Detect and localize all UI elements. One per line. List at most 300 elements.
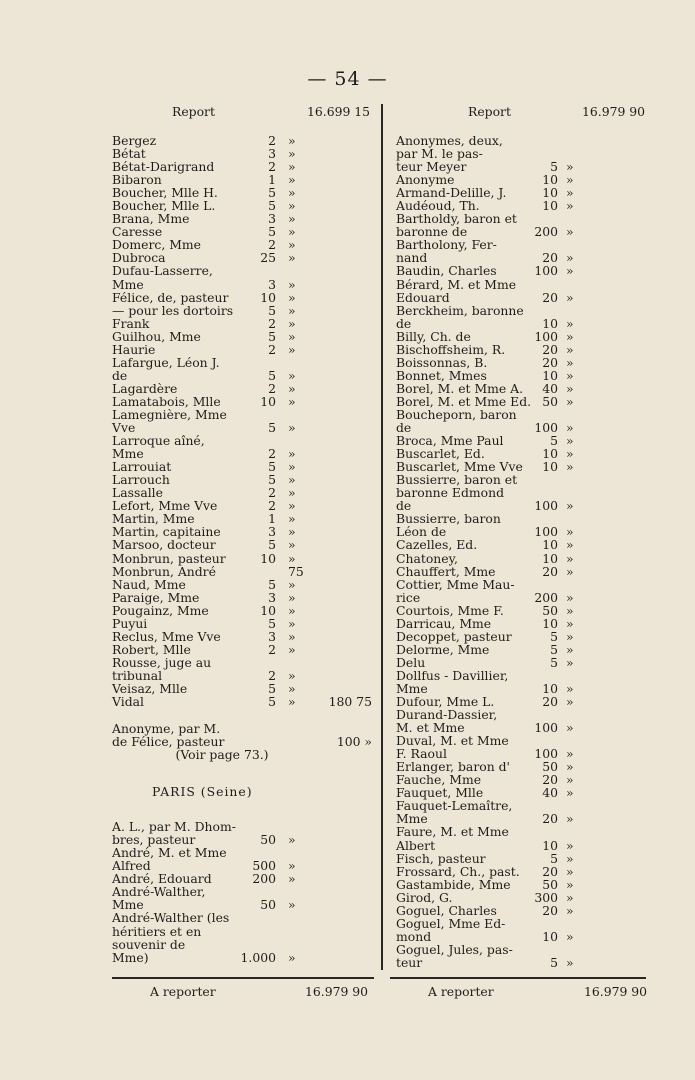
- donor-name: Goguel, Charles: [396, 902, 497, 918]
- list-item: [112, 925, 372, 938]
- donor-name: Lamatabois, Mlle: [112, 393, 221, 409]
- amount-cents: »: [288, 498, 296, 514]
- subtotal: 180 75: [328, 694, 372, 710]
- amount-units: 20: [542, 341, 558, 357]
- left-report-header: [112, 104, 372, 126]
- amount-cents: »: [566, 563, 574, 579]
- amount-cents: »: [566, 615, 574, 631]
- donor-name: Boucher, Mlle H.: [112, 185, 218, 201]
- amount-cents: »: [288, 694, 296, 710]
- list-item: [112, 656, 372, 669]
- donor-name: baronne de: [396, 224, 468, 240]
- donor-name: Guilhou, Mme: [112, 328, 201, 344]
- donor-name: Buscarlet, Ed.: [396, 446, 485, 462]
- donor-name: Rousse, juge au: [112, 654, 212, 670]
- donor-name: Bétat-Darigrand: [112, 159, 215, 175]
- amount-cents: »: [288, 628, 296, 644]
- list-item: [396, 904, 648, 917]
- donor-name: Lamegnière, Mme: [112, 406, 227, 422]
- amount-cents: »: [288, 485, 296, 501]
- amount-units: 5: [268, 367, 276, 383]
- donor-name: Bérard, M. et Mme: [396, 276, 517, 292]
- left-footer-rule: [112, 977, 374, 979]
- amount-units: 20: [542, 289, 558, 305]
- amount-units: 10: [542, 459, 558, 475]
- donor-name: mond: [396, 928, 432, 944]
- amount-units: 3: [268, 524, 276, 540]
- amount-cents: »: [566, 341, 574, 357]
- amount-cents: »: [566, 589, 574, 605]
- donor-name: Brana, Mme: [112, 211, 190, 227]
- amount-units: 50: [260, 897, 276, 913]
- subtotal: 100 »: [336, 734, 372, 750]
- amount-units: 5: [268, 576, 276, 592]
- amount-units: 2: [268, 485, 276, 501]
- donor-name: Anonyme, par M.: [112, 721, 221, 737]
- donor-name: Bussierre, baron et: [396, 472, 518, 488]
- donor-name: Berckheim, baronne: [396, 302, 524, 318]
- amount-units: 5: [550, 159, 558, 175]
- amount-cents: »: [566, 198, 574, 214]
- list-item: [396, 538, 648, 551]
- amount-cents: »: [566, 694, 574, 710]
- donor-name: Mme: [396, 680, 428, 696]
- donor-name: Dubroca: [112, 250, 166, 266]
- amount-cents: »: [288, 198, 296, 214]
- amount-units: 20: [542, 694, 558, 710]
- amount-units: 5: [550, 954, 558, 970]
- amount-cents: »: [566, 602, 574, 618]
- right-footer-amount: 16.979 90: [584, 984, 648, 999]
- list-item: [396, 238, 648, 251]
- list-item: [112, 317, 372, 330]
- amount-cents: »: [288, 615, 296, 631]
- donor-name: héritiers et en: [112, 923, 202, 939]
- donor-name: Erlanger, baron d': [396, 759, 510, 775]
- list-item: [396, 382, 648, 395]
- list-item: [396, 825, 648, 838]
- page-reference-note: (Voir page 73.): [175, 747, 269, 763]
- right-report-header: [396, 104, 648, 126]
- amount-cents: »: [566, 433, 574, 449]
- donor-name: Fauquet-Lemaître,: [396, 798, 513, 814]
- city-heading: PARIS (Seine): [152, 784, 253, 800]
- amount-units: 5: [268, 420, 276, 436]
- amount-units: 50: [260, 832, 276, 848]
- list-item: [112, 846, 372, 859]
- amount-units: 200: [534, 589, 558, 605]
- donor-name: Bétat: [112, 146, 146, 162]
- amount-units: 5: [268, 694, 276, 710]
- amount-cents: »: [566, 928, 574, 944]
- amount-cents: »: [288, 276, 296, 292]
- donor-name: Dufour, Mme L.: [396, 694, 495, 710]
- amount-cents: »: [288, 393, 296, 409]
- amount-cents: »: [566, 393, 574, 409]
- left-report-label: Report: [172, 104, 215, 119]
- donor-name: Mme: [112, 276, 144, 292]
- amount-units: 2: [268, 237, 276, 253]
- donor-name: Bonnet, Mmes: [396, 367, 487, 383]
- amount-cents: »: [288, 224, 296, 240]
- amount-cents: »: [566, 641, 574, 657]
- amount-units: 2: [268, 641, 276, 657]
- amount-units: 20: [542, 811, 558, 827]
- list-item: [112, 630, 372, 643]
- donor-name: Boucheporn, baron: [396, 406, 517, 422]
- amount-units: 20: [542, 902, 558, 918]
- amount-units: 5: [268, 472, 276, 488]
- donor-name: Lagardère: [112, 380, 178, 396]
- amount-units: 1.000: [240, 949, 276, 965]
- amount-cents: »: [288, 367, 296, 383]
- amount-units: 10: [260, 550, 276, 566]
- donor-name: André, Edouard: [112, 871, 212, 887]
- donor-name: teur: [396, 954, 423, 970]
- list-item: [396, 617, 648, 630]
- amount-units: 25: [260, 250, 276, 266]
- amount-units: 40: [542, 785, 558, 801]
- amount-units: 3: [268, 211, 276, 227]
- amount-units: 5: [268, 459, 276, 475]
- amount-units: 5: [550, 850, 558, 866]
- amount-cents: 75: [288, 563, 304, 579]
- amount-cents: »: [566, 498, 574, 514]
- donor-name: tribunal: [112, 667, 163, 683]
- donor-name: F. Raoul: [396, 746, 447, 762]
- list-item: [396, 356, 648, 369]
- amount-units: 5: [268, 615, 276, 631]
- donor-name: A. L., par M. Dhom-: [112, 819, 236, 835]
- donor-name: Monbrun, André: [112, 563, 216, 579]
- list-item: [112, 330, 372, 343]
- list-item: [396, 343, 648, 356]
- donor-name: André, M. et Mme: [112, 845, 227, 861]
- donor-name: Fauche, Mme: [396, 772, 482, 788]
- amount-units: 10: [542, 367, 558, 383]
- list-item: [396, 878, 648, 891]
- donor-name: Durand-Dassier,: [396, 707, 498, 723]
- donor-name: Dollfus - Davillier,: [396, 667, 509, 683]
- amount-cents: »: [566, 785, 574, 801]
- donor-name: Baudin, Charles: [396, 263, 497, 279]
- amount-cents: »: [288, 537, 296, 553]
- list-item: [112, 434, 372, 447]
- amount-units: 50: [542, 602, 558, 618]
- list-item: [112, 604, 372, 617]
- amount-units: 5: [550, 628, 558, 644]
- list-item: [396, 278, 648, 291]
- donor-name: Veisaz, Mlle: [112, 680, 188, 696]
- list-item: [112, 735, 372, 748]
- list-item: [396, 956, 648, 969]
- amount-cents: »: [566, 354, 574, 370]
- amount-units: 20: [542, 772, 558, 788]
- list-item: [112, 565, 372, 578]
- amount-cents: »: [566, 159, 574, 175]
- amount-units: 200: [252, 871, 276, 887]
- list-item: [396, 656, 648, 669]
- list-item: [396, 486, 648, 499]
- amount-units: 3: [268, 146, 276, 162]
- left-footer-amount: 16.979 90: [305, 984, 369, 999]
- page-number: — 54 —: [307, 68, 388, 90]
- donor-name: Caresse: [112, 224, 163, 240]
- amount-cents: »: [288, 185, 296, 201]
- donor-name: Anonymes, deux,: [396, 133, 503, 148]
- list-item: [112, 643, 372, 656]
- amount-cents: »: [566, 954, 574, 970]
- list-item: [112, 911, 372, 924]
- donor-name: Buscarlet, Mme Vve: [396, 459, 523, 475]
- amount-cents: »: [288, 172, 296, 188]
- amount-units: 10: [542, 550, 558, 566]
- amount-cents: »: [288, 472, 296, 488]
- left-donor-list: [112, 134, 372, 708]
- donor-name: Robert, Mlle: [112, 641, 191, 657]
- donor-name: Bischoffsheim, R.: [396, 341, 506, 357]
- donor-name: Vidal: [112, 694, 144, 710]
- amount-units: 300: [534, 889, 558, 905]
- amount-units: 5: [550, 654, 558, 670]
- amount-cents: »: [566, 172, 574, 188]
- donor-name: Naud, Mme: [112, 576, 186, 592]
- amount-units: 5: [268, 224, 276, 240]
- donor-name: de: [396, 315, 412, 331]
- amount-cents: »: [288, 871, 296, 887]
- amount-cents: »: [566, 250, 574, 266]
- amount-units: 100: [534, 498, 558, 514]
- donor-name: Puyui: [112, 615, 148, 631]
- amount-cents: »: [566, 759, 574, 775]
- donor-name: Mme: [112, 446, 144, 462]
- donor-name: Gastambide, Mme: [396, 876, 511, 892]
- donor-name: de Félice, pasteur: [112, 734, 225, 750]
- amount-cents: »: [288, 949, 296, 965]
- list-item: [396, 565, 648, 578]
- list-item: [112, 578, 372, 591]
- list-item: [396, 304, 648, 317]
- donor-name: Fisch, pasteur: [396, 850, 486, 866]
- amount-units: 5: [550, 433, 558, 449]
- left-report-amount: 16.699 15: [307, 104, 371, 119]
- list-item: [396, 330, 648, 343]
- donor-name: nand: [396, 250, 428, 266]
- donor-name: Duval, M. et Mme: [396, 733, 509, 749]
- amount-cents: »: [566, 328, 574, 344]
- amount-units: 10: [542, 680, 558, 696]
- amount-units: 10: [260, 393, 276, 409]
- list-item: [396, 943, 648, 956]
- amount-cents: »: [288, 459, 296, 475]
- donor-name: de: [396, 498, 412, 514]
- amount-cents: »: [288, 832, 296, 848]
- amount-cents: »: [566, 720, 574, 736]
- column-divider: [381, 104, 383, 970]
- donor-name: M. et Mme: [396, 720, 465, 736]
- amount-units: 10: [260, 289, 276, 305]
- amount-cents: »: [566, 811, 574, 827]
- donor-name: Anonyme: [396, 172, 455, 188]
- amount-units: 20: [542, 354, 558, 370]
- amount-units: 200: [534, 224, 558, 240]
- amount-units: 50: [542, 876, 558, 892]
- donor-name: Chauffert, Mme: [396, 563, 496, 579]
- list-item: [112, 264, 372, 277]
- donor-name: Albert: [396, 837, 436, 853]
- amount-units: 40: [542, 380, 558, 396]
- amount-cents: »: [288, 289, 296, 305]
- list-item: [396, 604, 648, 617]
- amount-cents: »: [288, 420, 296, 436]
- amount-units: 5: [268, 198, 276, 214]
- amount-cents: »: [566, 628, 574, 644]
- amount-cents: »: [288, 897, 296, 913]
- amount-units: 100: [534, 524, 558, 540]
- amount-cents: »: [566, 367, 574, 383]
- amount-cents: »: [566, 654, 574, 670]
- list-item: [112, 356, 372, 369]
- list-item: [396, 630, 648, 643]
- amount-units: 2: [268, 380, 276, 396]
- amount-units: 10: [542, 615, 558, 631]
- amount-cents: »: [566, 380, 574, 396]
- list-item: [396, 643, 648, 656]
- donor-name: Pougainz, Mme: [112, 602, 209, 618]
- amount-cents: »: [288, 341, 296, 357]
- donor-name: Bibaron: [112, 172, 162, 188]
- list-item: [112, 304, 372, 317]
- amount-units: 50: [542, 759, 558, 775]
- amount-cents: »: [288, 680, 296, 696]
- amount-cents: »: [566, 680, 574, 696]
- donor-name: Vve: [112, 420, 136, 436]
- donor-name: Frossard, Ch., past.: [396, 863, 520, 879]
- right-footer-rule: [390, 977, 646, 979]
- list-item: [112, 552, 372, 565]
- amount-cents: »: [288, 641, 296, 657]
- donor-name: André-Walther (les: [112, 910, 230, 926]
- amount-cents: »: [288, 524, 296, 540]
- list-item: [112, 382, 372, 395]
- donor-name: Dufau-Lasserre,: [112, 263, 213, 279]
- amount-units: 2: [268, 341, 276, 357]
- donor-name: Fauquet, Mlle: [396, 785, 484, 801]
- donor-name: Goguel, Mme Ed-: [396, 915, 506, 931]
- donor-name: — pour les dortoirs: [112, 302, 234, 318]
- amount-cents: »: [288, 315, 296, 331]
- list-item: [396, 839, 648, 852]
- list-item: [112, 885, 372, 898]
- list-item: [112, 669, 372, 682]
- right-report-amount: 16.979 90: [582, 104, 646, 119]
- donor-name: souvenir de: [112, 936, 186, 952]
- donor-name: teur Meyer: [396, 159, 467, 175]
- donor-name: Boissonnas, B.: [396, 354, 488, 370]
- amount-units: 100: [534, 420, 558, 436]
- amount-units: 5: [268, 185, 276, 201]
- amount-units: 3: [268, 628, 276, 644]
- amount-units: 5: [268, 680, 276, 696]
- amount-cents: »: [566, 876, 574, 892]
- amount-units: 10: [542, 198, 558, 214]
- donor-name: Mme: [396, 811, 428, 827]
- amount-units: 20: [542, 563, 558, 579]
- right-footer-label: A reporter: [428, 984, 494, 999]
- amount-cents: »: [288, 211, 296, 227]
- list-item: [396, 799, 648, 812]
- donor-name: Girod, G.: [396, 889, 453, 905]
- amount-units: 20: [542, 863, 558, 879]
- amount-cents: »: [288, 146, 296, 162]
- amount-units: 100: [534, 328, 558, 344]
- amount-units: 5: [268, 537, 276, 553]
- donor-name: Lassalle: [112, 485, 163, 501]
- donor-name: Domerc, Mme: [112, 237, 201, 253]
- amount-cents: »: [288, 446, 296, 462]
- list-item: [112, 291, 372, 304]
- amount-units: 100: [534, 746, 558, 762]
- amount-cents: »: [566, 850, 574, 866]
- list-item: [112, 408, 372, 421]
- amount-cents: »: [566, 863, 574, 879]
- donor-name: Léon de: [396, 524, 447, 540]
- amount-cents: »: [566, 263, 574, 279]
- amount-cents: »: [566, 315, 574, 331]
- donor-name: Monbrun, pasteur: [112, 550, 226, 566]
- amount-units: 5: [268, 328, 276, 344]
- donor-name: Reclus, Mme Vve: [112, 628, 221, 644]
- right-column: [396, 104, 648, 969]
- amount-units: 20: [542, 250, 558, 266]
- amount-units: 10: [260, 602, 276, 618]
- amount-units: 1: [268, 511, 276, 527]
- donor-name: Billy, Ch. de: [396, 328, 471, 344]
- amount-cents: »: [288, 237, 296, 253]
- donor-name: Armand-Delille, J.: [396, 185, 507, 201]
- amount-units: 2: [268, 446, 276, 462]
- list-item: [396, 930, 648, 943]
- amount-cents: »: [566, 420, 574, 436]
- amount-cents: »: [288, 380, 296, 396]
- list-item: [112, 591, 372, 604]
- amount-units: 10: [542, 928, 558, 944]
- amount-cents: »: [288, 302, 296, 318]
- list-item: [112, 369, 372, 382]
- amount-units: 10: [542, 185, 558, 201]
- right-report-label: Report: [468, 104, 511, 119]
- list-item: [396, 369, 648, 382]
- amount-units: 500: [252, 858, 276, 874]
- donor-name: Paraige, Mme: [112, 589, 200, 605]
- donor-name: bres, pasteur: [112, 832, 196, 848]
- donor-name: Bartholdy, baron et: [396, 211, 517, 227]
- donor-name: Delorme, Mme: [396, 641, 490, 657]
- amount-cents: »: [288, 159, 296, 175]
- list-item: [112, 278, 372, 291]
- amount-cents: »: [288, 133, 296, 148]
- amount-units: 5: [268, 302, 276, 318]
- donor-name: de: [112, 367, 128, 383]
- amount-cents: »: [288, 602, 296, 618]
- amount-cents: »: [288, 511, 296, 527]
- amount-units: 3: [268, 276, 276, 292]
- amount-units: 100: [534, 263, 558, 279]
- amount-cents: »: [288, 667, 296, 683]
- amount-cents: »: [566, 524, 574, 540]
- donor-name: Frank: [112, 315, 150, 331]
- donor-name: Boucher, Mlle L.: [112, 198, 216, 214]
